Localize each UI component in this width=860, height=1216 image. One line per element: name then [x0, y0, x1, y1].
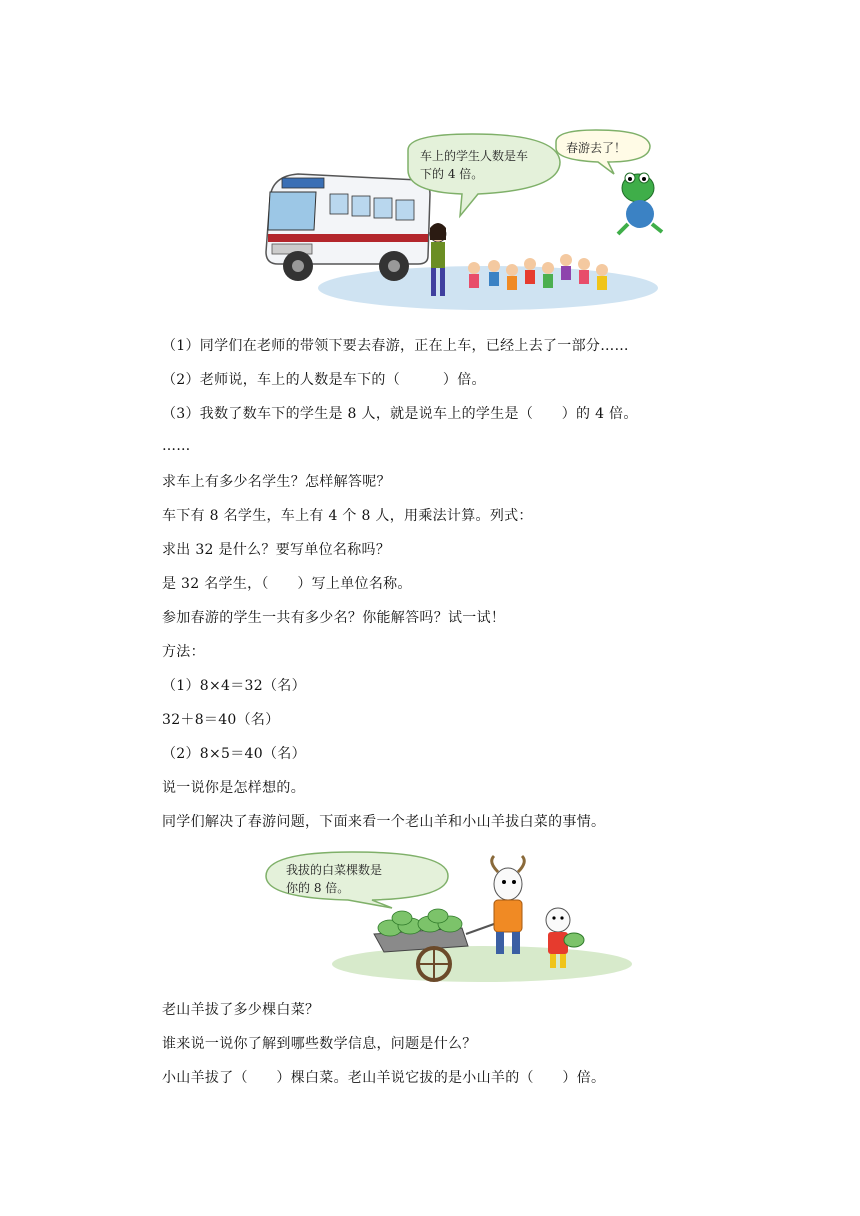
text-line-11: （1）8×4＝32（名）: [162, 678, 306, 694]
text-line-ellipsis: ……: [162, 438, 191, 454]
goat-bubble-line-1: 我拔的白菜棵数是: [286, 863, 383, 877]
goat-illustration: [262, 848, 634, 988]
teacher-bubble-line-1: 车上的学生人数是车: [420, 149, 529, 163]
frog-icon: [618, 173, 662, 234]
text-line-12: 32＋8＝40（名）: [162, 712, 280, 728]
text-line-16: 老山羊拔了多少棵白菜？: [162, 1002, 320, 1018]
text-line-17: 谁来说一说你了解到哪些数学信息，问题是什么？: [162, 1036, 477, 1052]
text-line-5: 求车上有多少名学生？怎样解答呢？: [162, 474, 391, 490]
bus-icon: [266, 174, 430, 281]
text-line-14: 说一说你是怎样想的。: [162, 780, 305, 796]
text-line-15: 同学们解决了春游问题，下面来看一个老山羊和小山羊拔白菜的事情。: [162, 814, 606, 830]
text-line-8: 是 32 名学生，（ ）写上单位名称。: [162, 576, 412, 592]
text-line-9: 参加春游的学生一共有多少名？你能解答吗？试一试！: [162, 610, 506, 626]
bus-illustration: [258, 128, 670, 318]
goat-speech-bubble: [266, 852, 448, 908]
frog-bubble-text: 春游去了！: [566, 141, 627, 155]
text-line-6: 车下有 8 名学生，车上有 4 个 8 人，用乘法计算。列式：: [162, 508, 533, 524]
text-line-10: 方法：: [162, 644, 205, 660]
text-line-3: （3）我数了数车下的学生是 8 人，就是说车上的学生是（ ）的 4 倍。: [162, 406, 638, 422]
text-line-18: 小山羊拔了（ ）棵白菜。老山羊说它拔的是小山羊的（ ）倍。: [162, 1070, 606, 1086]
text-line-7: 求出 32 是什么？要写单位名称吗？: [162, 542, 391, 558]
text-line-1: （1）同学们在老师的带领下要去春游，正在上车，已经上去了一部分……: [162, 338, 629, 354]
teacher-speech-bubble: [408, 134, 560, 216]
old-goat-figure: [492, 856, 525, 954]
goat-bubble-line-2: 你的 8 倍。: [286, 881, 350, 895]
text-line-13: （2）8×5＝40（名）: [162, 746, 306, 762]
text-line-2: （2）老师说，车上的人数是车下的（ ）倍。: [162, 372, 486, 388]
teacher-bubble-line-2: 下的 4 倍。: [420, 167, 484, 181]
frog-speech-bubble: [556, 130, 650, 174]
